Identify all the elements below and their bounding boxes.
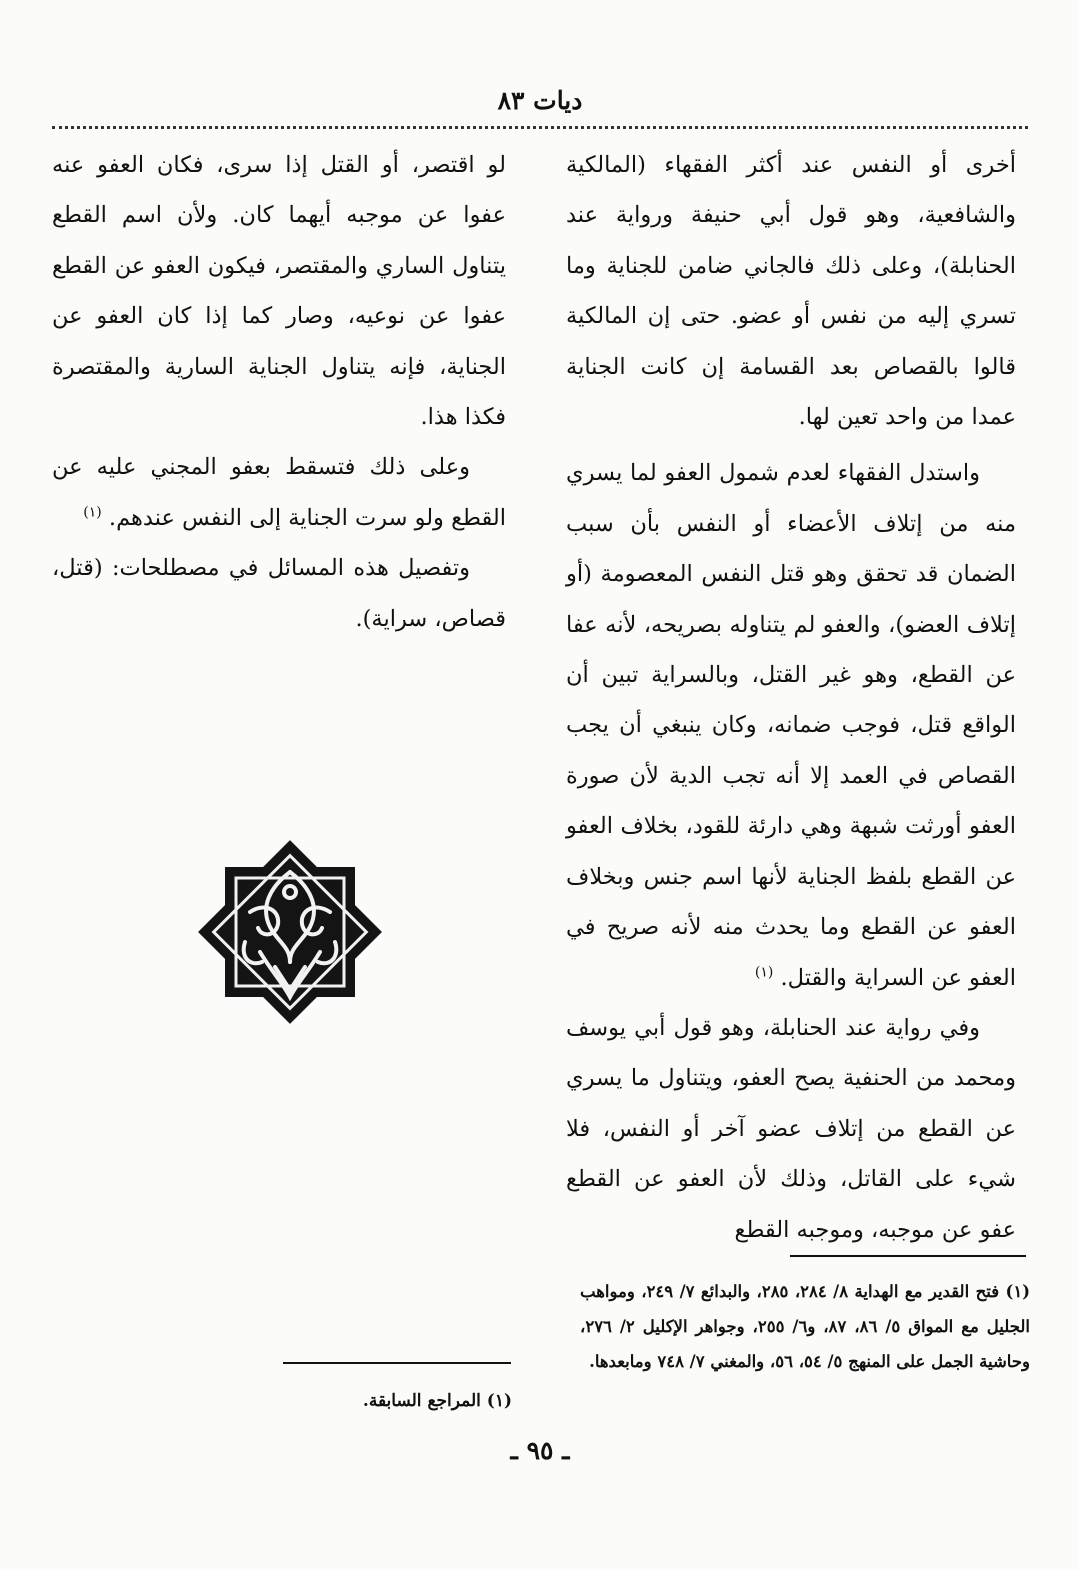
footnote-marker: (١) [83, 504, 102, 521]
left-paragraph-2 [52, 442, 506, 543]
right-column [566, 140, 1016, 1255]
right-paragraph-2-text: واستدل الفقهاء لعدم شمول العفو لما يسري منه من إتلاف الأعضاء أو النفس بأن سبب الضمان قد تحقق وهو قتل النفس المعصومة (أو إتلاف العضو)، والعفو لم يتناوله بصريحه، لأنه عفا عن القطع، وهو غير القتل، وبالسراية تبين أن الواقع قتل، فوجب ضمانه، وكان ينبغي أن يجب القصاص في العمد إلا أنه تجب الدية لأن صورة العفو أورثت شبهة وهي دارئة للقود، بخلاف العفو عن القطع بلفظ الجناية لأنها اسم جنس وبخلاف العفو عن القطع وما يحدث منه لأنه صريح في العفو عن السراية والقتل. [566, 460, 1016, 991]
right-paragraph-3: وفي رواية عند الحنابلة، وهو قول أبي يوسف ومحمد من الحنفية يصح العفو، ويتناول ما يسري عن القطع من إتلاف عضو آخر أو النفس، فلا شيء على القاتل، وذلك لأن العفو عن القطع عفو عن موجبه، وموجبه القطع [566, 1014, 1016, 1243]
footnotes-left: (١) المراجع السابقة. [362, 1391, 512, 1411]
footnote-divider-left [283, 1362, 511, 1364]
left-paragraph-2-text: وعلى ذلك فتسقط بعفو المجني عليه عن القطع ولو سرت الجناية إلى النفس عندهم. [52, 454, 506, 531]
right-paragraph-2 [566, 448, 1016, 1002]
left-paragraph-1: لو اقتصر، أو القتل إذا سرى، فكان العفو عنه عفوا عن موجبه أيهما كان. ولأن اسم القطع يتناول الساري والمقتصر، فيكون العفو عن القطع عفوا عن نوعيه، وصار كما إذا كان العفو عن الجناية، فإنه يتناول الجناية السارية والمقتصرة فكذا هذا. [52, 152, 506, 431]
page-number: ـ ٩٥ ـ [510, 1436, 570, 1465]
running-header: ديات ٨٣ [497, 86, 583, 115]
footnote-divider-right [790, 1255, 1026, 1257]
right-paragraph-1: أخرى أو النفس عند أكثر الفقهاء (المالكية والشافعية، وهو قول أبي حنيفة ورواية عند الحنابلة)، وعلى ذلك فالجاني ضامن للجناية وما تسري إليه من نفس أو عضو. حتى إن المالكية قالوا بالقصاص بعد القسامة إن كانت الجناية عمدا من واحد تعين لها. [566, 152, 1016, 431]
footnote-marker: (١) [754, 964, 774, 980]
left-paragraph-3: وتفصيل هذه المسائل في مصطلحات: (قتل، قصاص، سراية). [52, 555, 506, 632]
left-column [52, 140, 506, 644]
header-dotted-divider [52, 126, 1028, 129]
arabesque-octagram-icon [190, 832, 390, 1032]
footnotes-right: (١) فتح القدير مع الهداية ٨/ ٢٨٤، ٢٨٥، والبدائع ٧/ ٢٤٩، ومواهب الجليل مع المواق ٥/ ٨٦، ٨٧، و٦/ ٢٥٥، وجواهر الإكليل ٢/ ٢٧٦، وحاشية الجمل على المنهج ٥/ ٥٤، ٥٦، والمغني ٧/ ٧٤٨ ومابعدها. [580, 1282, 1031, 1371]
